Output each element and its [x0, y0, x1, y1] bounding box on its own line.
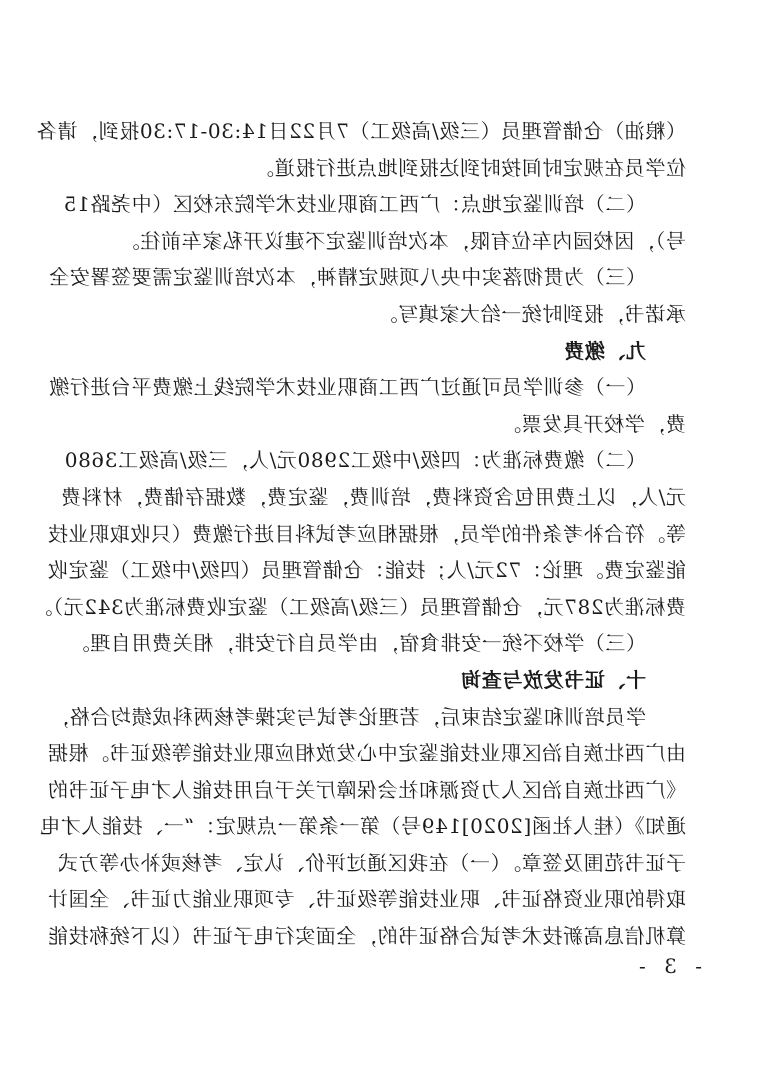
- text-line: （粮油）仓储管理员（三级/高级工）7月22日14:30-17:30报到，请各: [36, 119, 686, 143]
- text-line: （一）参训学员可通过广西工商职业技术学院线上缴费平台进行缴: [48, 375, 646, 400]
- section-heading-certificates: 十、证书发放与查询: [460, 667, 646, 692]
- text-line: （二）缴费标准为：四级/中级工2980元/人，三级/高级工3680: [64, 448, 646, 473]
- text-line: 元/人，以上费用包含资料费，培训费，鉴定费，数据存储费，材料费: [60, 484, 686, 509]
- text-line: 等。符合补考条件的学员，根据相应考试科目进行缴费（只收取职业技: [47, 521, 686, 546]
- page-number: - 3 -: [633, 954, 702, 978]
- document-body: [31, 113, 686, 955]
- text-line: 能鉴定费。理论：72元/人；技能：仓储管理员（四级/中级工）鉴定收: [47, 558, 686, 583]
- text-line: 号），因校园内车位有限，本次培训鉴定不建议开私家车前往。: [119, 228, 686, 253]
- text-line: 费标准为287元，仓储管理员（三级/高级工）鉴定收费标准为342元）。: [31, 594, 686, 619]
- text-line: 子证书范围及签章。（一）在我区通过评价、认定、考核或补办等方式: [57, 850, 686, 875]
- text-line: （二）培训鉴定地点：广西工商职业技术学院东校区（中尧路15: [63, 192, 646, 217]
- text-line: 通知》（桂人社函[2020]149号）第一条第一点规定：“一、技能人才电: [39, 814, 686, 839]
- text-line: 由广西壮族自治区职业技能鉴定中心发放相应职业技能等级证书。根据: [47, 741, 686, 766]
- text-line: 位学员在规定时间按时到达报到地点进行报道。: [253, 155, 686, 180]
- text-line: 《广西壮族自治区人力资源和社会保障厅关于启用技能人才电子证书的: [47, 777, 686, 802]
- section-heading-fees: 九、缴费: [563, 338, 646, 363]
- text-line: （三）学校不统一安排食宿，由学员自行安排，相关费用自理。: [69, 631, 646, 656]
- text-line: 取得的职业资格证书、职业技能等级证书、专项职业能力证书、全国计: [47, 887, 686, 912]
- text-line: 费，学校开具发票。: [500, 411, 686, 436]
- text-line: （三）为贯彻落实中央八项规定精神，本次培训鉴定需要签署安全: [48, 265, 646, 290]
- text-line: 算机信息高新技术考试合格证书的，全面实行电子证书（以下统称技能: [47, 924, 686, 949]
- text-line: 承诺书，报到时统一给大家填写。: [377, 301, 686, 326]
- text-line: 学员培训和鉴定结束后，若理论考试与实操考核两科成绩均合格，: [48, 704, 646, 729]
